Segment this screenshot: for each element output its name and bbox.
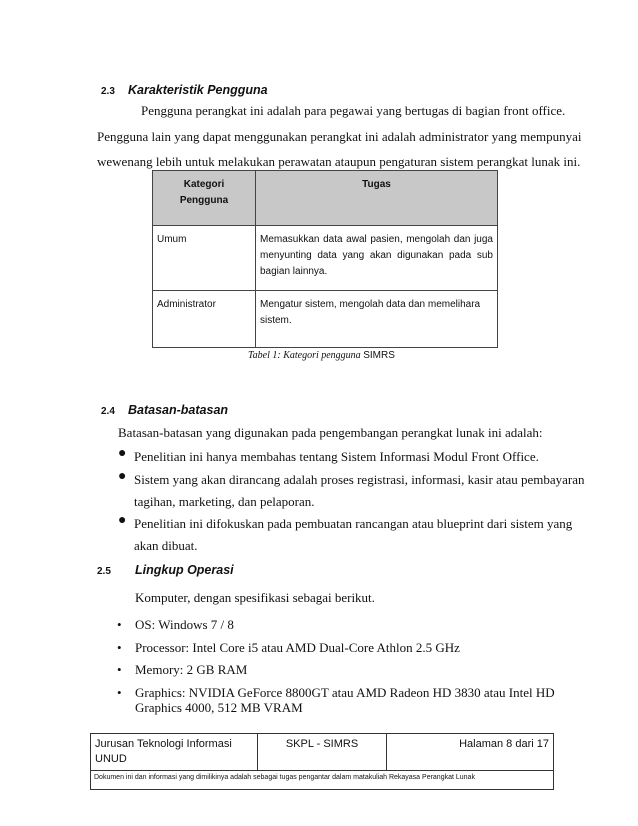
bullet-icon: • (117, 640, 122, 655)
list-item: Penelitian ini difokuskan pada pembuatan rancangan atau blueprint dari sistem yang (134, 516, 573, 531)
list-item-continuation: akan dibuat. (134, 538, 198, 553)
list-item-continuation: tagihan, marketing, dan pelaporan. (134, 494, 315, 509)
section-title: Lingkup Operasi (135, 563, 234, 577)
list-item: OS: Windows 7 / 8 (135, 617, 234, 632)
page-footer (90, 733, 554, 790)
table-cell: Administrator (153, 291, 256, 348)
list-item: Memory: 2 GB RAM (135, 662, 248, 677)
section-number: 2.3 (101, 86, 115, 97)
bullet-icon: • (117, 617, 122, 632)
list-item: Penelitian ini hanya membahas tentang Sistem Informasi Modul Front Office. (134, 449, 539, 464)
footer-department (91, 734, 258, 771)
table-caption (248, 350, 395, 361)
paragraph-line: Batasan-batasan yang digunakan pada pengembangan perangkat lunak ini adalah: (118, 425, 543, 440)
table-cell: Umum (153, 226, 256, 291)
header-label: Kategori (183, 179, 225, 190)
bullet-icon: ● (118, 469, 127, 484)
section-title: Karakteristik Pengguna (128, 83, 268, 97)
header-label: Pengguna (179, 195, 229, 206)
table-header-cell: Tugas (256, 171, 498, 226)
paragraph-line: Pengguna perangkat ini adalah para pegawai yang bertugas di bagian front office. (141, 103, 566, 118)
section-title: Batasan-batasan (128, 403, 229, 417)
user-category-table (152, 170, 498, 348)
table-row (153, 226, 498, 291)
bullet-icon: ● (118, 513, 127, 528)
footer-dept-line: Jurusan Teknologi Informasi (95, 738, 232, 750)
paragraph-line: Pengguna lain yang dapat menggunakan perangkat ini adalah administrator yang mempunyai (97, 129, 582, 144)
table-header-row (153, 171, 498, 226)
list-item: Sistem yang akan dirancang adalah proses registrasi, informasi, kasir atau pembayaran (134, 472, 585, 487)
footer-dept-line: UNUD (95, 753, 127, 765)
section-number: 2.5 (97, 566, 111, 577)
caption-text: Tabel 1: Kategori pengguna (248, 350, 361, 361)
footer-note: Dokumen ini dan informasi yang dimilikinya adalah sebagai tugas pengantar dalam matakuliah Rekayasa Perangkat Lunak (91, 771, 554, 790)
paragraph-line: Komputer, dengan spesifikasi sebagai berikut. (135, 590, 375, 605)
paragraph-line: wewenang lebih untuk melakukan perawatan ataupun pengaturan sistem perangkat lunak ini. (97, 154, 581, 169)
section-number: 2.4 (101, 406, 115, 417)
bullet-icon: • (117, 662, 122, 677)
footer-document-name: SKPL - SIMRS (258, 734, 387, 771)
list-item: Graphics: NVIDIA GeForce 8800GT atau AMD Radeon HD 3830 atau Intel HD (135, 685, 555, 700)
table-row (153, 291, 498, 348)
list-item: Processor: Intel Core i5 atau AMD Dual-Core Athlon 2.5 GHz (135, 640, 460, 655)
footer-page-number: Halaman 8 dari 17 (387, 734, 554, 771)
bullet-icon: • (117, 685, 122, 700)
table-cell: Mengatur sistem, mengolah data dan memelihara sistem. (256, 291, 498, 348)
list-item-continuation: Graphics 4000, 512 MB VRAM (135, 700, 303, 715)
caption-suffix: SIMRS (363, 350, 395, 361)
bullet-icon: ● (118, 446, 127, 461)
table-cell: Memasukkan data awal pasien, mengolah dan juga menyunting data yang akan digunakan pada sub bagian lainnya. (256, 226, 498, 291)
table-header-cell (153, 171, 256, 226)
